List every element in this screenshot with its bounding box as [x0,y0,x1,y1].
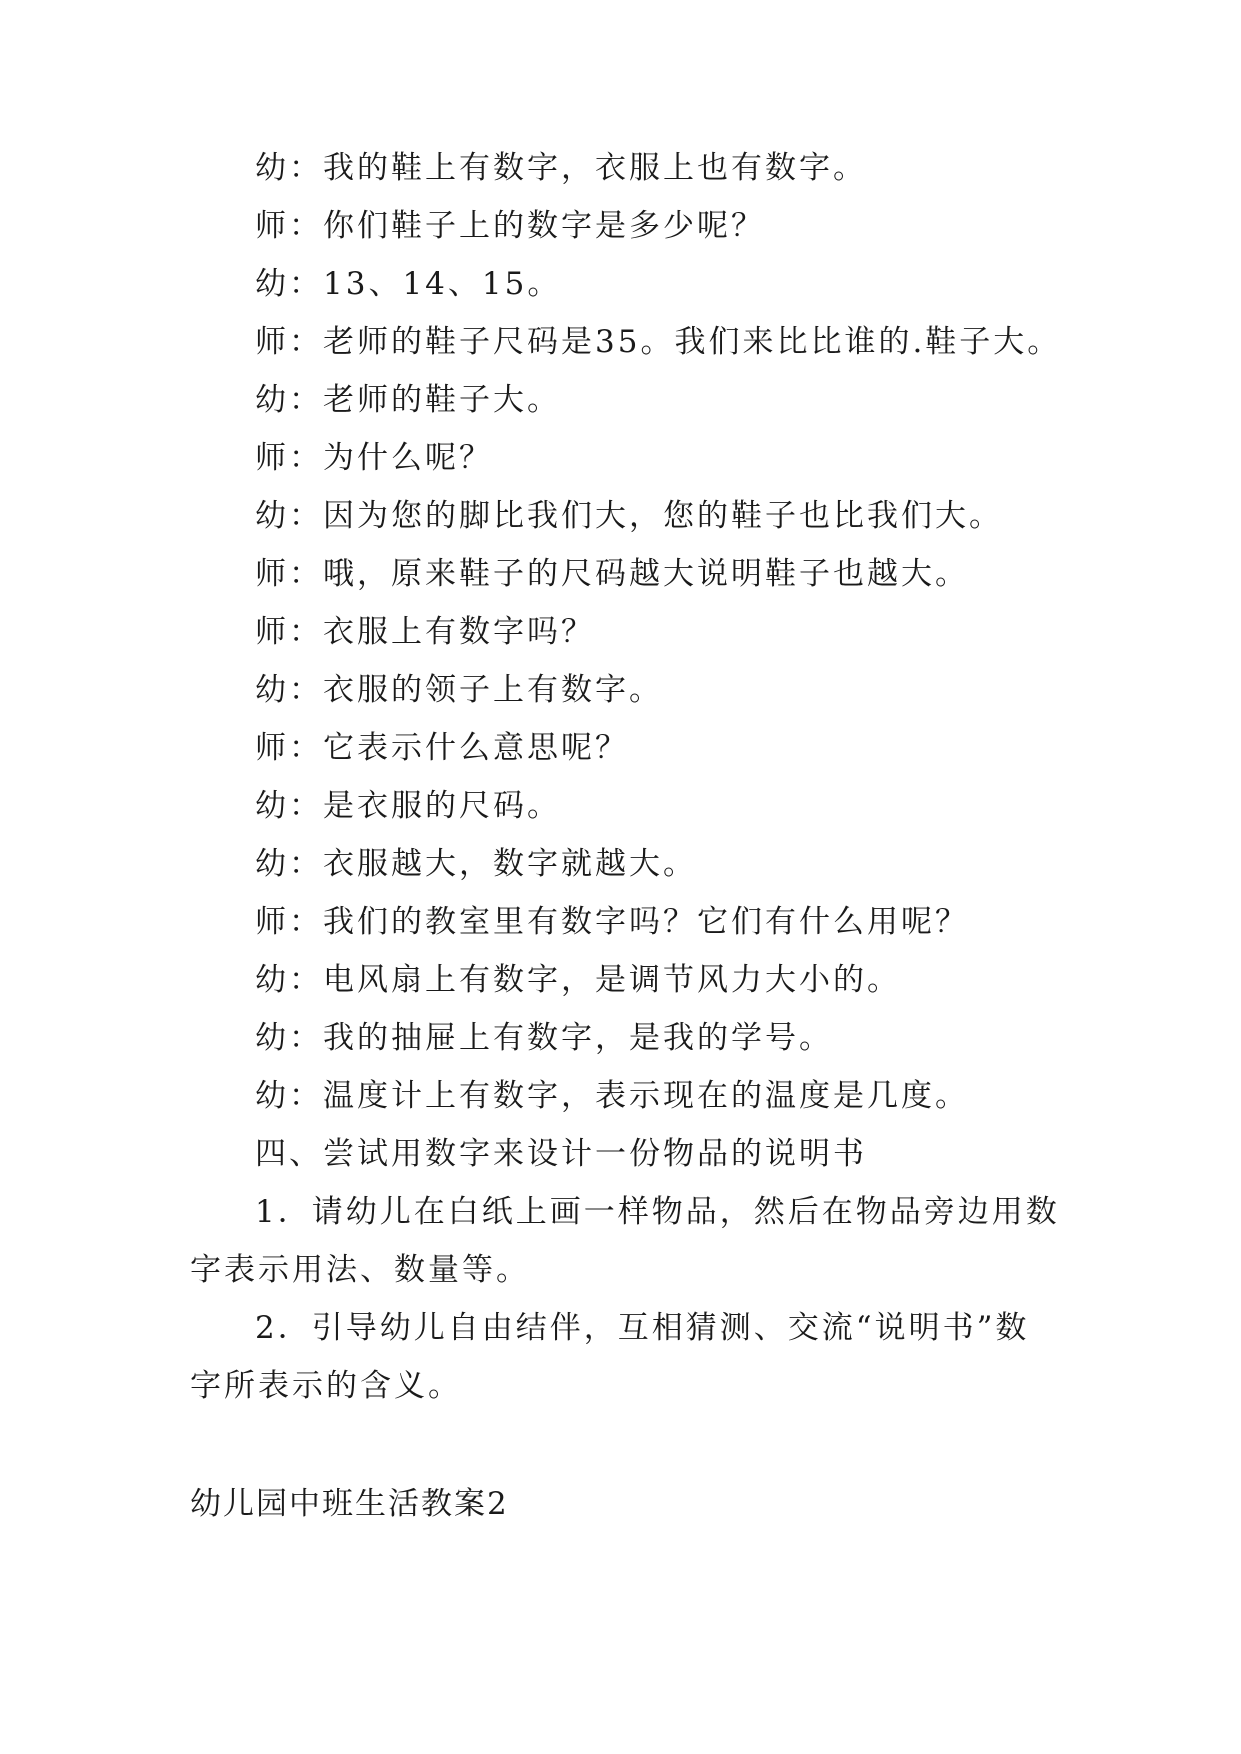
dialogue-line: 幼：13、14、15。 [255,266,562,302]
step-2-line-1: 2．引导幼儿自由结伴，互相猜测、交流“说明书”数 [255,1310,1030,1346]
dialogue-line: 幼：是衣服的尺码。 [255,788,561,824]
dialogue-line: 幼：衣服越大，数字就越大。 [255,846,697,882]
dialogue-line: 幼：衣服的领子上有数字。 [255,672,663,708]
dialogue-line: 幼：温度计上有数字，表示现在的温度是几度。 [255,1078,969,1114]
dialogue-line: 师：老师的鞋子尺码是35。我们来比比谁的.鞋子大。 [255,324,1062,360]
next-lesson-title: 幼儿园中班生活教案2 [190,1486,509,1522]
step-1-line-2: 字表示用法、数量等。 [190,1252,530,1288]
dialogue-line: 幼：我的鞋上有数字，衣服上也有数字。 [255,150,867,186]
dialogue-line: 师：你们鞋子上的数字是多少呢？ [255,208,765,244]
dialogue-line: 师：它表示什么意思呢？ [255,730,629,766]
step-1-line-1: 1．请幼儿在白纸上画一样物品，然后在物品旁边用数 [255,1194,1060,1230]
step-2-line-2: 字所表示的含义。 [190,1368,462,1404]
dialogue-line: 师：衣服上有数字吗？ [255,614,595,650]
dialogue-line: 幼：老师的鞋子大。 [255,382,561,418]
dialogue-line: 幼：我的抽屉上有数字，是我的学号。 [255,1020,833,1056]
dialogue-line: 师：哦，原来鞋子的尺码越大说明鞋子也越大。 [255,556,969,592]
dialogue-line: 师：为什么呢？ [255,440,493,476]
dialogue-line: 幼：因为您的脚比我们大，您的鞋子也比我们大。 [255,498,1003,534]
dialogue-line: 幼：电风扇上有数字，是调节风力大小的。 [255,962,901,998]
section-heading: 四、尝试用数字来设计一份物品的说明书 [255,1136,867,1172]
dialogue-line: 师：我们的教室里有数字吗？它们有什么用呢？ [255,904,969,940]
